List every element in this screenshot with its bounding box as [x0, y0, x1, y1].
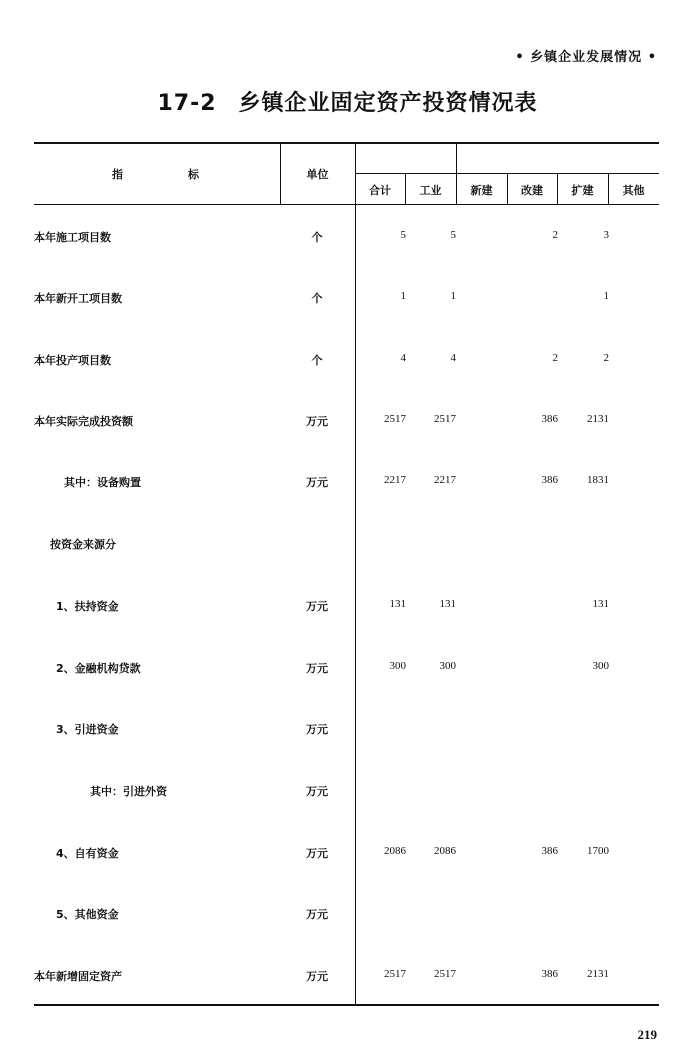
cell-total: 131 [389, 598, 406, 610]
table-bottom-rule [34, 1004, 659, 1006]
cell-total: 2517 [384, 413, 406, 425]
header-renovation: 改建 [521, 184, 543, 197]
cell-expansion: 300 [592, 660, 609, 672]
row-unit: 万元 [306, 847, 328, 860]
cell-total: 300 [389, 660, 406, 672]
cell-expansion: 1831 [587, 474, 609, 486]
row-unit: 万元 [306, 785, 328, 798]
row-unit: 万元 [306, 476, 328, 489]
page-number: 219 [637, 1027, 657, 1042]
row-unit: 个 [311, 231, 323, 244]
row-unit: 万元 [306, 723, 328, 736]
cell-total: 2086 [384, 845, 406, 857]
header-new-build: 新建 [470, 184, 493, 197]
cell-renovation: 386 [541, 968, 558, 980]
header-bottom-rule [34, 204, 659, 205]
cell-total: 2217 [384, 474, 406, 486]
cell-industry: 2086 [434, 845, 456, 857]
row-label: 本年施工项目数 [34, 231, 111, 244]
cell-expansion: 1 [603, 290, 609, 302]
cell-industry: 5 [450, 229, 456, 241]
cell-industry: 131 [439, 598, 456, 610]
table-code: 17-2 [157, 91, 217, 116]
row-unit: 万元 [306, 970, 328, 983]
cell-total: 5 [400, 229, 406, 241]
row-label: 按资金来源分 [50, 538, 116, 551]
page-title [0, 86, 695, 117]
header-indicator-right: 标 [188, 168, 199, 181]
cell-renovation: 2 [552, 229, 558, 241]
row-label: 其中：设备购置 [64, 476, 141, 489]
row-unit: 万元 [306, 600, 328, 613]
cell-industry: 4 [450, 352, 456, 364]
row-label: 本年实际完成投资额 [34, 415, 133, 428]
cell-expansion: 131 [592, 598, 609, 610]
table-title-text: 乡镇企业固定资产投资情况表 [238, 91, 538, 116]
row-unit: 万元 [306, 908, 328, 921]
divider-data-left [355, 142, 356, 1005]
row-label: 4、自有资金 [56, 847, 119, 860]
row-label: 其中：引进外资 [90, 785, 167, 798]
row-label: 5、其他资金 [56, 908, 119, 921]
header-other: 其他 [622, 184, 645, 197]
row-unit: 万元 [306, 415, 328, 428]
header-expansion: 扩建 [571, 184, 594, 197]
cell-industry: 1 [450, 290, 456, 302]
cell-renovation: 2 [552, 352, 558, 364]
running-header: • 乡镇企业发展情况 • [515, 50, 657, 65]
header-total: 合计 [369, 184, 391, 197]
header-indicator-left: 指 [112, 168, 123, 181]
cell-industry: 300 [439, 660, 456, 672]
cell-expansion: 1700 [587, 845, 609, 857]
row-unit: 万元 [306, 662, 328, 675]
row-label: 3、引进资金 [56, 723, 119, 736]
cell-industry: 2517 [434, 413, 456, 425]
row-label: 本年投产项目数 [34, 354, 111, 367]
header-industry: 工业 [419, 184, 442, 197]
cell-expansion: 2131 [587, 968, 609, 980]
cell-renovation: 386 [541, 413, 558, 425]
row-label: 本年新增固定资产 [34, 970, 122, 983]
header-unit: 单位 [306, 168, 329, 181]
cell-expansion: 3 [603, 229, 609, 241]
cell-total: 1 [400, 290, 406, 302]
row-label: 本年新开工项目数 [34, 292, 122, 305]
cell-total: 2517 [384, 968, 406, 980]
cell-total: 4 [400, 352, 406, 364]
cell-renovation: 386 [541, 474, 558, 486]
cell-industry: 2217 [434, 474, 456, 486]
table-top-rule [34, 142, 659, 144]
row-label: 1、扶持资金 [56, 600, 119, 613]
cell-expansion: 2 [603, 352, 609, 364]
row-unit: 个 [311, 292, 323, 305]
cell-expansion: 2131 [587, 413, 609, 425]
row-unit: 个 [311, 354, 323, 367]
cell-industry: 2517 [434, 968, 456, 980]
cell-renovation: 386 [541, 845, 558, 857]
row-label: 2、金融机构贷款 [56, 662, 141, 675]
